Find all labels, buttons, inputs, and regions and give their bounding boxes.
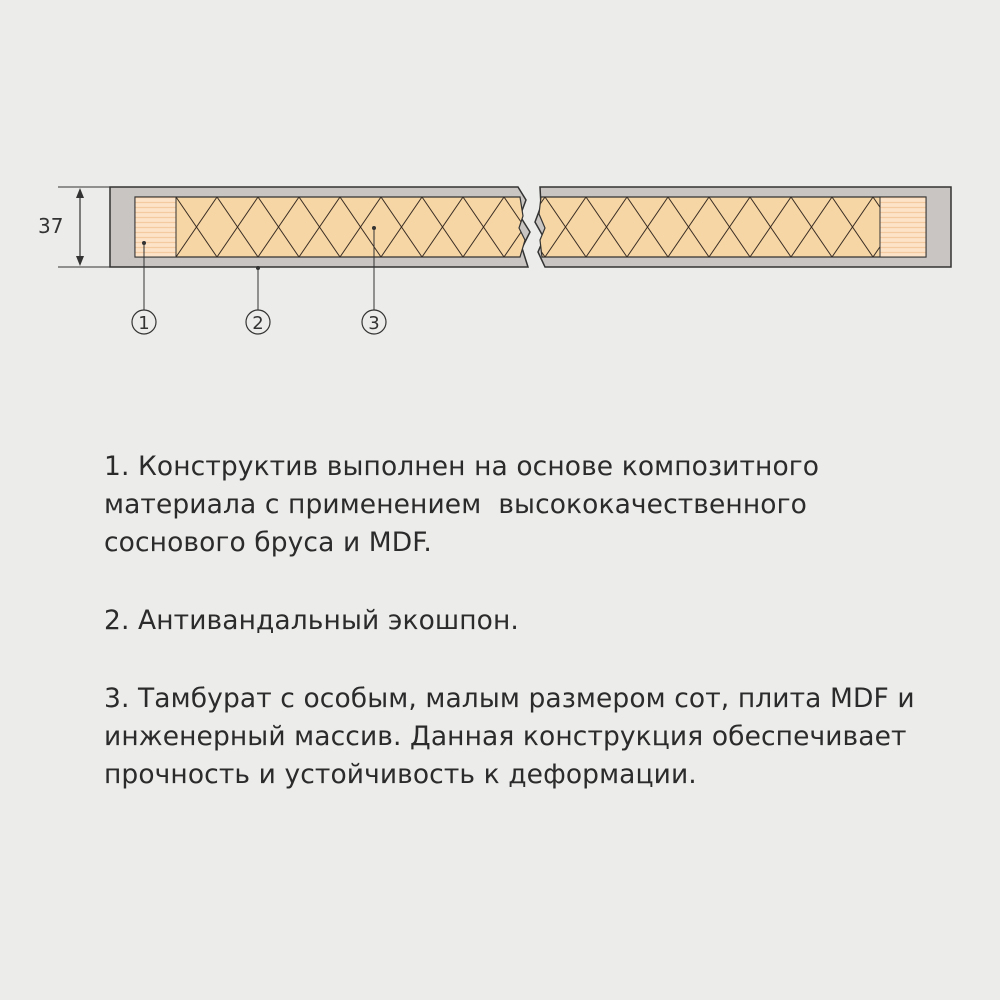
note-1: 1. Конструктив выполнен на основе композитного материала с применением высококачественного соснового бруса и MDF. [104,451,828,558]
door-left-section [110,187,530,267]
callout-1-label: 1 [138,313,150,334]
callout-2-label: 2 [252,313,264,334]
callout-2 [246,266,270,334]
note-3: 3. Тамбурат с особым, малым размером сот, плита MDF и инженерный массив. Данная конструкция обеспечивает прочность и устойчивость к деформации. [104,683,924,790]
pine-beam-right [880,197,926,257]
dimension-label: 37 [38,214,64,238]
callout-3-label: 3 [368,313,380,334]
note-2: 2. Антивандальный экошпон. [104,605,519,636]
description-notes [104,448,924,834]
door-cross-section-diagram [0,0,1000,380]
honeycomb-core-right [530,197,890,257]
door-right-section [530,187,951,267]
honeycomb-core-left [176,197,526,257]
dimension-indicator [38,187,118,267]
pine-beam-left [135,197,176,257]
